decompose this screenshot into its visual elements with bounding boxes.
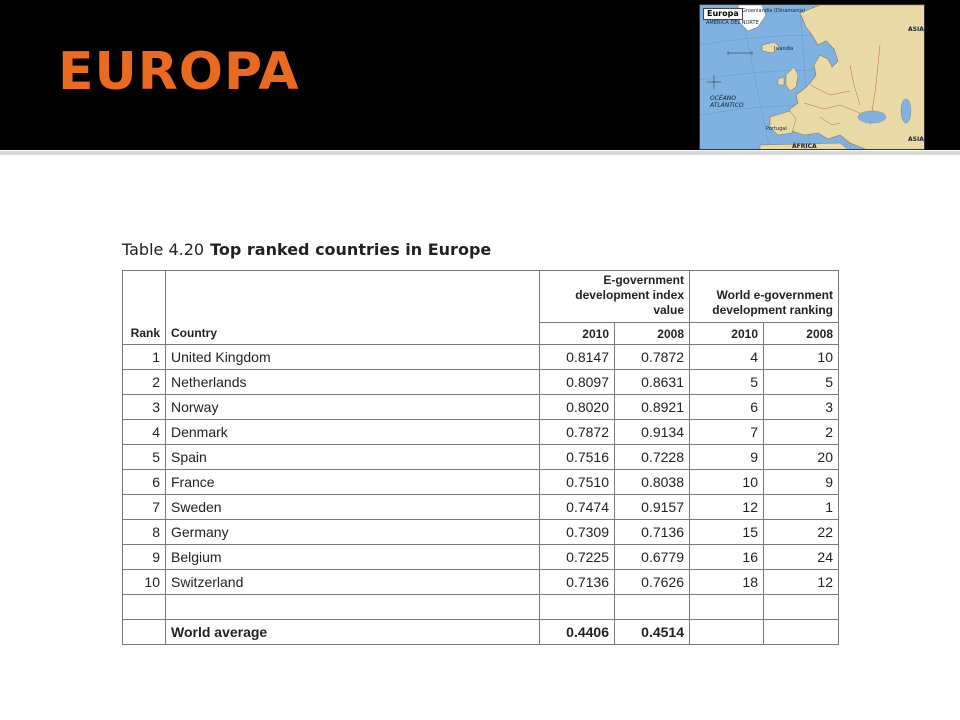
- cell-rank-2010: 5: [690, 370, 764, 395]
- header-rank-2008: 2008: [764, 323, 839, 345]
- cell-rank: 2: [123, 370, 166, 395]
- cell-rank-2008: 2: [764, 420, 839, 445]
- table-row: [123, 520, 839, 545]
- europe-map-image: [699, 4, 925, 150]
- cell-country: Sweden: [166, 495, 540, 520]
- cell-rank-2010: 6: [690, 395, 764, 420]
- cell-rank-2008: 24: [764, 545, 839, 570]
- cell-world-average-egdi-2008: 0.4514: [615, 620, 690, 645]
- table-row: [123, 495, 839, 520]
- cell-rank-2008: 12: [764, 570, 839, 595]
- cell-country: Norway: [166, 395, 540, 420]
- cell-country: France: [166, 470, 540, 495]
- table-row: [123, 445, 839, 470]
- map-label-asia-top: ASIA: [908, 26, 924, 33]
- table-column-header-row: [123, 323, 839, 345]
- cell-world-average-label: World average: [166, 620, 540, 645]
- cell-egdi-2010: 0.7872: [540, 420, 615, 445]
- cell-rank-2010: 7: [690, 420, 764, 445]
- cell-rank-2010: 4: [690, 345, 764, 370]
- cell-country: Germany: [166, 520, 540, 545]
- europe-map-graphic: [700, 5, 925, 150]
- map-title: Europa: [703, 8, 743, 20]
- map-label-iceland: Islandia: [774, 46, 794, 52]
- cell-rank: 3: [123, 395, 166, 420]
- cell-rank-2010: 15: [690, 520, 764, 545]
- cell-egdi-2008: 0.9134: [615, 420, 690, 445]
- header-ranking-group: World e-government development ranking: [690, 271, 839, 323]
- cell-world-average-egdi-2010: 0.4406: [540, 620, 615, 645]
- cell-rank: 7: [123, 495, 166, 520]
- map-label-portugal: Portugal: [766, 126, 787, 132]
- cell-egdi-2008: 0.9157: [615, 495, 690, 520]
- table-group-header-row: [123, 271, 839, 323]
- map-label-north-america: AMÉRICA DEL NORTE: [706, 20, 759, 26]
- cell-egdi-2010: 0.7225: [540, 545, 615, 570]
- header-country-spacer: [166, 271, 540, 323]
- cell-egdi-2008: 0.6779: [615, 545, 690, 570]
- spacer-cell: [540, 595, 615, 620]
- table-spacer-row: [123, 595, 839, 620]
- cell-rank-2008: 5: [764, 370, 839, 395]
- avg-rank-2008-cell: [764, 620, 839, 645]
- cell-egdi-2008: 0.8631: [615, 370, 690, 395]
- cell-rank: 1: [123, 345, 166, 370]
- avg-rank-cell: [123, 620, 166, 645]
- avg-rank-2010-cell: [690, 620, 764, 645]
- cell-egdi-2010: 0.8020: [540, 395, 615, 420]
- cell-rank: 5: [123, 445, 166, 470]
- cell-egdi-2010: 0.7510: [540, 470, 615, 495]
- header-country: Country: [166, 323, 540, 345]
- cell-rank-2010: 10: [690, 470, 764, 495]
- table-caption-number: Table 4.20: [122, 240, 205, 259]
- cell-egdi-2008: 0.7872: [615, 345, 690, 370]
- cell-country: United Kingdom: [166, 345, 540, 370]
- table-caption: [122, 240, 491, 259]
- cell-rank-2008: 3: [764, 395, 839, 420]
- table-row: [123, 345, 839, 370]
- table-row: [123, 545, 839, 570]
- cell-rank-2008: 10: [764, 345, 839, 370]
- table-row: [123, 395, 839, 420]
- cell-country: Belgium: [166, 545, 540, 570]
- table-caption-title: Top ranked countries in Europe: [210, 240, 492, 259]
- table-row: [123, 470, 839, 495]
- map-label-greenland: Groenlandia (Dinamarca): [742, 8, 806, 14]
- spacer-cell: [123, 595, 166, 620]
- cell-rank-2010: 16: [690, 545, 764, 570]
- cell-country: Spain: [166, 445, 540, 470]
- cell-egdi-2008: 0.8921: [615, 395, 690, 420]
- cell-rank-2010: 18: [690, 570, 764, 595]
- cell-rank-2008: 20: [764, 445, 839, 470]
- header-egdi-2010: 2010: [540, 323, 615, 345]
- header-rank: Rank: [123, 323, 166, 345]
- cell-rank-2010: 12: [690, 495, 764, 520]
- map-label-asia-bottom: ASIA: [908, 136, 924, 143]
- cell-rank: 8: [123, 520, 166, 545]
- cell-egdi-2010: 0.8097: [540, 370, 615, 395]
- cell-egdi-2008: 0.8038: [615, 470, 690, 495]
- cell-rank-2008: 1: [764, 495, 839, 520]
- cell-rank: 4: [123, 420, 166, 445]
- cell-rank-2008: 9: [764, 470, 839, 495]
- spacer-cell: [764, 595, 839, 620]
- cell-egdi-2008: 0.7136: [615, 520, 690, 545]
- cell-egdi-2010: 0.7309: [540, 520, 615, 545]
- cell-rank-2008: 22: [764, 520, 839, 545]
- cell-egdi-2010: 0.7516: [540, 445, 615, 470]
- header-rank-spacer: [123, 271, 166, 323]
- spacer-cell: [615, 595, 690, 620]
- header-egdi-2008: 2008: [615, 323, 690, 345]
- table-row: [123, 370, 839, 395]
- cell-egdi-2008: 0.7228: [615, 445, 690, 470]
- cell-country: Switzerland: [166, 570, 540, 595]
- spacer-cell: [166, 595, 540, 620]
- cell-rank: 9: [123, 545, 166, 570]
- cell-egdi-2010: 0.8147: [540, 345, 615, 370]
- ranking-table: [122, 270, 839, 645]
- table-row: [123, 570, 839, 595]
- header-divider: [0, 151, 960, 155]
- cell-egdi-2010: 0.7136: [540, 570, 615, 595]
- map-label-atlantic-ocean: OCÉANO ATLÁNTICO: [710, 95, 744, 110]
- header-egdi-group: E-government development index value: [540, 271, 690, 323]
- spacer-cell: [690, 595, 764, 620]
- header-rank-2010: 2010: [690, 323, 764, 345]
- cell-country: Netherlands: [166, 370, 540, 395]
- slide-title: EUROPA: [58, 42, 300, 102]
- cell-rank-2010: 9: [690, 445, 764, 470]
- cell-country: Denmark: [166, 420, 540, 445]
- cell-rank: 10: [123, 570, 166, 595]
- cell-egdi-2010: 0.7474: [540, 495, 615, 520]
- map-label-africa: ÁFRICA: [792, 143, 817, 150]
- table-row-world-average: [123, 620, 839, 645]
- cell-rank: 6: [123, 470, 166, 495]
- table-row: [123, 420, 839, 445]
- cell-egdi-2008: 0.7626: [615, 570, 690, 595]
